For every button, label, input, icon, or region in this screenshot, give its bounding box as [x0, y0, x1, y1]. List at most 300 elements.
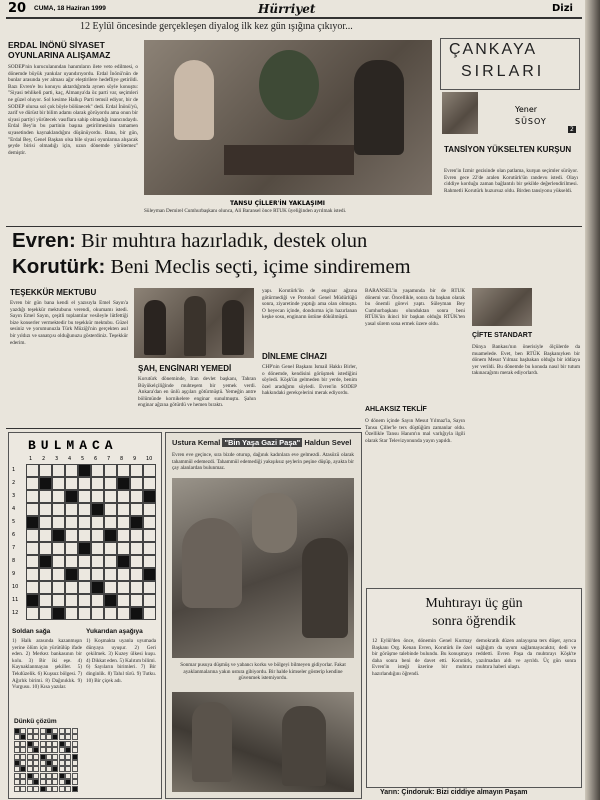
- crossword-cell[interactable]: [65, 477, 78, 490]
- comic-soldier-2: [282, 706, 326, 786]
- previous-solution-cell: [27, 741, 33, 747]
- previous-solution-cell: [52, 741, 58, 747]
- previous-solution-cell: [65, 747, 71, 753]
- column-brand-box: [440, 38, 580, 90]
- previous-solution-cell: [72, 747, 78, 753]
- page-edge: [585, 0, 600, 800]
- crossword-grid[interactable]: [26, 464, 156, 620]
- crossword-row-number: 9: [12, 571, 16, 577]
- sidebar-headline: ERDAL İNÖNÜ SİYASET OYUNLARINA ALIŞAMAZ: [8, 40, 111, 60]
- clues-down-text: 1) Koşmakta uyanla uyumada dünyaya uyuşur. 2) Geri çekilmek. 3) Kuzey ülkesi kuşu. 4) Dikkat eden. 5) Kalıtım bilimi. 6) Sayıların birimleri. 7) Bir dinginlik. 8) Tahıl türü. 9) Tutku. 10) Bir çiçek adı.: [86, 638, 156, 684]
- previous-solution-cell: [40, 747, 46, 753]
- dinleme-text: CHP'nin Genel Başkanı İsmail Hakkı Birler, o dönemde, kendisini görüşmek istediğini söyledi. Köşk'ün gelmeden bir yerde, benim özel aradığımı söyledi. Evren'in SODEP hakkındaki gerekçelerini merak ediyordu.: [262, 364, 357, 397]
- previous-solution-cell: [72, 741, 78, 747]
- previous-solution-cell: [65, 741, 71, 747]
- crossword-cell[interactable]: [65, 503, 78, 516]
- crossword-cell[interactable]: [78, 594, 91, 607]
- crossword-cell[interactable]: [39, 464, 52, 477]
- crossword-cell[interactable]: [130, 555, 143, 568]
- crossword-cell[interactable]: [78, 542, 91, 555]
- crossword-cell[interactable]: [52, 490, 65, 503]
- crossword-cell[interactable]: [52, 516, 65, 529]
- previous-solution-cell: [72, 760, 78, 766]
- previous-solution-cell: [33, 779, 39, 785]
- previous-solution-cell: [59, 766, 65, 772]
- shah-headline: ŞAH, ENGİNARI YEMEDİ: [138, 364, 232, 373]
- crossword-cell[interactable]: [65, 568, 78, 581]
- previous-solution-cell: [65, 754, 71, 760]
- previous-solution-cell: [14, 773, 20, 779]
- small-photo: [472, 288, 532, 326]
- crossword-cell[interactable]: [130, 490, 143, 503]
- previous-solution-cell: [14, 747, 20, 753]
- previous-solution-cell: [72, 766, 78, 772]
- crossword-cell[interactable]: [130, 542, 143, 555]
- crossword-cell[interactable]: [26, 542, 39, 555]
- crossword-cell[interactable]: [104, 568, 117, 581]
- previous-solution-cell: [40, 754, 46, 760]
- previous-solution-cell: [14, 741, 20, 747]
- previous-solution-cell: [33, 773, 39, 779]
- previous-solution-cell: [20, 779, 26, 785]
- crossword-cell[interactable]: [39, 529, 52, 542]
- crossword-cell[interactable]: [52, 542, 65, 555]
- previous-solution-cell: [14, 760, 20, 766]
- crossword-cell[interactable]: [143, 607, 156, 620]
- crossword-cell[interactable]: [143, 594, 156, 607]
- crossword-col-number: 6: [94, 456, 98, 462]
- previous-solution-cell: [52, 728, 58, 734]
- crossword-row-number: 6: [12, 532, 16, 538]
- comic-caption: Sonmar pusuya düşmüş ve yabancı korku ve bölgeyi bilmeyen gidiyorlar. Fakat ayaklanmalarına yakın ustura gibiyordu. Bir halde kimseler gösterip kendine güvenmek istemiyordu.: [180, 662, 346, 682]
- thanks-headline: TEŞEKKÜR MEKTUBU: [10, 288, 97, 297]
- crossword-cell[interactable]: [65, 594, 78, 607]
- previous-solution-cell: [14, 754, 20, 760]
- thanks-text: Evren bir gün bana kendi el yazısıyla Emel Sayın'a yazdığı teşekkür mektubunu verendi, okumamı istedi. Sayın Emel Sayın, çeşitli toplantılar vesileyle lütfettiği bize konserler vermektedir bu teşekkür mektubu. Güzel sesiniz ve yorumunuzla Türk Müziği'nin gerçekten asıl bir yıldızı ve sanatçısı olduğunuzu gösterdiniz. Teşekkür ederim.: [10, 300, 128, 346]
- previous-solution-cell: [20, 760, 26, 766]
- author-first-name: Yener: [515, 105, 538, 114]
- crossword-cell[interactable]: [117, 477, 130, 490]
- previous-solution-cell: [52, 747, 58, 753]
- headline-koruturk-speaker: Korutürk:: [12, 255, 106, 278]
- crossword-cell[interactable]: [78, 581, 91, 594]
- crossword-cell[interactable]: [52, 607, 65, 620]
- comic-panel-bottom: [172, 692, 354, 792]
- feature-intro: Evren eve geçince, sıra bizde oturup, dağınık kadınlara eve gelmezdi. Atasözü olarak tahammül edemezdi. Tahammül edemediği yakışıksız şeylerin peşine düşüp, ayakta bir çay alanlardan bulunmaz.: [172, 452, 354, 472]
- headline-koruturk-quote: Beni Meclis seçti, içime sindiremem: [110, 256, 411, 278]
- crossword-cell[interactable]: [39, 607, 52, 620]
- previous-solution-cell: [27, 747, 33, 753]
- crossword-cell[interactable]: [26, 568, 39, 581]
- crossword-cell[interactable]: [26, 555, 39, 568]
- crossword-cell[interactable]: [104, 490, 117, 503]
- previous-solution-cell: [59, 734, 65, 740]
- previous-solution-cell: [27, 779, 33, 785]
- previous-solution-cell: [52, 786, 58, 792]
- previous-solution-cell: [46, 741, 52, 747]
- author-last-name: SÜSOY: [515, 117, 547, 126]
- comic-panel-top: [172, 478, 354, 658]
- crossword-cell[interactable]: [104, 529, 117, 542]
- crossword-cell[interactable]: [65, 555, 78, 568]
- crossword-cell[interactable]: [117, 581, 130, 594]
- comic-face-right: [302, 538, 348, 638]
- previous-solution-cell: [59, 741, 65, 747]
- crossword-row-number: 8: [12, 558, 16, 564]
- crossword-cell[interactable]: [65, 529, 78, 542]
- previous-solution-cell: [59, 773, 65, 779]
- newspaper-logo: Hürriyet: [258, 2, 316, 16]
- previous-solution-cell: [46, 766, 52, 772]
- previous-solution-cell: [20, 754, 26, 760]
- crossword-cell[interactable]: [143, 529, 156, 542]
- crossword-cell[interactable]: [78, 568, 91, 581]
- crossword-cell[interactable]: [39, 555, 52, 568]
- crossword-cell[interactable]: [143, 490, 156, 503]
- crossword-column-numbers: [26, 456, 156, 464]
- previous-solution-cell: [72, 734, 78, 740]
- photo-title: TANSU ÇİLLER'İN YAKLAŞIMI: [230, 200, 326, 207]
- previous-solution-cell: [40, 786, 46, 792]
- column-brand-line2: SIRLARI: [461, 63, 545, 80]
- crossword-cell[interactable]: [143, 542, 156, 555]
- previous-solution-cell: [46, 786, 52, 792]
- crossword-cell[interactable]: [78, 607, 91, 620]
- crossword-cell[interactable]: [91, 477, 104, 490]
- middle-photo-figure-2: [184, 296, 206, 356]
- crossword-cell[interactable]: [78, 516, 91, 529]
- previous-solution-cell: [65, 766, 71, 772]
- previous-solution-cell: [46, 728, 52, 734]
- crossword-cell[interactable]: [78, 464, 91, 477]
- previous-solution-cell: [59, 779, 65, 785]
- previous-solution-cell: [40, 728, 46, 734]
- crossword-col-number: 2: [42, 456, 46, 462]
- ahlaksiz-text: O dönem içinde Sayın Mesut Yılmaz'la, Sayın Tansu Çiller'le ters düştüğüm zamanlar oldu. Özellikle Tansu Hanım'ın mal varlığıyla ilgili olarak Star Televizyonunda yayın yapıldı.: [365, 418, 465, 444]
- crossword-cell[interactable]: [130, 464, 143, 477]
- crossword-cell[interactable]: [104, 555, 117, 568]
- middle-bottom-rule: [6, 428, 361, 429]
- crossword-cell[interactable]: [26, 594, 39, 607]
- crossword-cell[interactable]: [91, 581, 104, 594]
- previous-solution-cell: [27, 760, 33, 766]
- right-headline: TANSİYON YÜKSELTEN KURŞUN: [444, 145, 572, 154]
- sidebar-text: SODEP'nin kuruculanından hanımların ilete veto edilmesi, o dönemde büyük yankılar uyandırıyordu. Erdal İnönü'nün de bunlar arasında yer alması ağır eleştirilere hedefliye getirildi. Bazı Evren'e bu konuyu aktardığımda aynen söyle konuştu: "Siyasi tehlikeli parti, kaç, Almanya'da öz parti var, seçimleri ne güzel oluyor. Sol kesime Halkçı Parti temsil ediyor, bir de SODEP olursa sol çok böyle bölünecek" dedi. Erdal İnönü'yü, zarif ve dürüst bir bilim adamı olarak görüyordu ama onun bir siyasi partiyi yürütecek vasıflara sahip olmadığı inancındaydı. Erdal Bey'in bu partinin başına getirilmesinin tamamen sıyasetinden kaynaklandığını düşünüyordu. Bana, bir gün, "Erdal Bey, Genel Başkan olsa bile siyasi oyunlarına alışacak şeyde birisi olmadığı için, uzun dönemde yürütemez" demiştir.: [8, 64, 138, 156]
- crossword-cell[interactable]: [104, 607, 117, 620]
- crossword-cell[interactable]: [104, 516, 117, 529]
- previous-solution-cell: [59, 786, 65, 792]
- author-photo: [442, 92, 478, 134]
- crossword-cell[interactable]: [26, 490, 39, 503]
- previous-solution-headline: Dünkü çözüm: [14, 718, 57, 725]
- previous-solution-cell: [65, 786, 71, 792]
- crossword-cell[interactable]: [39, 542, 52, 555]
- previous-solution-cell: [46, 779, 52, 785]
- crossword-col-number: 4: [68, 456, 72, 462]
- crossword-cell[interactable]: [104, 542, 117, 555]
- crossword-cell[interactable]: [143, 581, 156, 594]
- previous-solution-cell: [14, 786, 20, 792]
- crossword-cell[interactable]: [130, 477, 143, 490]
- previous-solution-cell: [20, 773, 26, 779]
- previous-solution-cell: [20, 741, 26, 747]
- previous-solution-cell: [46, 747, 52, 753]
- previous-solution-cell: [27, 754, 33, 760]
- muhtira-text-col2: demokratik düzen anlayışına ters düşer, ayrıca sağlığım da uyum sağlamayacaktır, dedi ve reddetti. Evren Paşa da muhtırayı Köşk'te yazılmadan aldı ve ayrıldı. Üç gün sonra muhtıra haberi ulaştı.: [476, 638, 576, 671]
- crossword-row-number: 7: [12, 545, 16, 551]
- previous-solution-cell: [40, 779, 46, 785]
- crossword-row-number: 11: [12, 597, 19, 603]
- crossword-cell[interactable]: [78, 490, 91, 503]
- previous-solution-cell: [27, 766, 33, 772]
- crossword-row-number: 1: [12, 467, 16, 473]
- previous-solution-cell: [14, 734, 20, 740]
- crossword-cell[interactable]: [91, 529, 104, 542]
- crossword-cell[interactable]: [91, 568, 104, 581]
- crossword-cell[interactable]: [39, 490, 52, 503]
- previous-solution-cell: [27, 773, 33, 779]
- previous-solution-cell: [46, 734, 52, 740]
- crossword-cell[interactable]: [78, 477, 91, 490]
- crossword-cell[interactable]: [52, 594, 65, 607]
- previous-solution-cell: [59, 747, 65, 753]
- previous-solution-cell: [27, 728, 33, 734]
- crossword-cell[interactable]: [26, 607, 39, 620]
- crossword-cell[interactable]: [143, 516, 156, 529]
- crossword-cell[interactable]: [52, 555, 65, 568]
- crossword-cell[interactable]: [26, 464, 39, 477]
- crossword-row-number: 10: [12, 584, 19, 590]
- previous-solution-cell: [72, 754, 78, 760]
- cift-headline: ÇİFTE STANDART: [472, 332, 533, 339]
- crossword-cell[interactable]: [39, 594, 52, 607]
- crossword-row-number: 4: [12, 506, 16, 512]
- clues-down-headline: Yukarıdan aşağıya: [86, 628, 143, 635]
- previous-solution-cell: [65, 760, 71, 766]
- previous-solution-cell: [40, 734, 46, 740]
- previous-solution-cell: [46, 773, 52, 779]
- previous-solution-cell: [52, 766, 58, 772]
- crossword-cell[interactable]: [65, 542, 78, 555]
- crossword-row-number: 5: [12, 519, 16, 525]
- previous-solution-cell: [46, 760, 52, 766]
- crossword-cell[interactable]: [117, 568, 130, 581]
- crossword-col-number: 3: [55, 456, 59, 462]
- page-date: CUMA, 18 Haziran 1999: [34, 5, 106, 12]
- previous-solution-cell: [33, 786, 39, 792]
- crossword-cell[interactable]: [39, 568, 52, 581]
- previous-solution-cell: [65, 728, 71, 734]
- comic-face-center: [252, 493, 297, 553]
- crossword-cell[interactable]: [52, 464, 65, 477]
- right-text: Evren'in İzmir gezisinde olan patlama, kurşun seçimler sürüyor. Evren gece 22'de aralen Korutürk'ün randevu istedi. Olayı ciddiye korduğu zaman bağlantılı bir şekilde değerlendirilmesi. Rahmetli Korutürk huzursuz oldu. Birden tansiyonu yükseldi.: [444, 168, 578, 194]
- middle-photo-figure-1: [144, 300, 166, 355]
- muhtira-text-col1: 12 Eylül'den önce, dönemin Genel Kurmay Başkanı Org. Kenan Evren, Korutürk ile özel bir görüşme talebinde bulundu. Bu konuşmaya daha sonra beni de davet etti. Korutürk, Evren'in isteği üzerine bir muhtıra hazırlandığını öğrendi.: [372, 638, 472, 677]
- crossword-cell[interactable]: [143, 555, 156, 568]
- crossword-cell[interactable]: [52, 581, 65, 594]
- dinleme-headline: DİNLEME CİHAZI: [262, 352, 327, 361]
- previous-solution-cell: [40, 773, 46, 779]
- previous-solution-cell: [72, 773, 78, 779]
- crossword-cell[interactable]: [130, 503, 143, 516]
- headline-top-rule: [6, 226, 582, 227]
- crossword-cell[interactable]: [39, 516, 52, 529]
- previous-solution-cell: [14, 728, 20, 734]
- previous-solution-cell: [46, 754, 52, 760]
- previous-solution-cell: [59, 760, 65, 766]
- previous-solution-cell: [65, 779, 71, 785]
- crossword-cell[interactable]: [91, 464, 104, 477]
- crossword-cell[interactable]: [52, 503, 65, 516]
- crossword-cell[interactable]: [78, 529, 91, 542]
- crossword-cell[interactable]: [26, 503, 39, 516]
- crossword-cell[interactable]: [39, 477, 52, 490]
- previous-solution-cell: [20, 747, 26, 753]
- crossword-cell[interactable]: [65, 464, 78, 477]
- previous-solution-cell: [14, 779, 20, 785]
- crossword-cell[interactable]: [65, 581, 78, 594]
- photo-plant: [259, 50, 319, 120]
- previous-solution-cell: [65, 773, 71, 779]
- crossword-cell[interactable]: [117, 594, 130, 607]
- crossword-cell[interactable]: [104, 503, 117, 516]
- crossword-col-number: 9: [133, 456, 137, 462]
- crossword-cell[interactable]: [91, 555, 104, 568]
- previous-solution-cell: [33, 760, 39, 766]
- previous-solution-cell: [52, 779, 58, 785]
- photo-figure-left: [174, 60, 214, 140]
- previous-solution-cell: [33, 747, 39, 753]
- feature-title: [172, 438, 354, 447]
- crossword-cell[interactable]: [26, 516, 39, 529]
- crossword-cell[interactable]: [26, 581, 39, 594]
- crossword-cell[interactable]: [65, 516, 78, 529]
- crossword-cell[interactable]: [39, 581, 52, 594]
- crossword-row-number: 12: [12, 610, 19, 616]
- previous-solution-cell: [72, 779, 78, 785]
- crossword-cell[interactable]: [52, 477, 65, 490]
- crossword-cell[interactable]: [104, 594, 117, 607]
- cift-text: Dünya Bankası'nın önerisiyle ölçülerde da muamelede. Evet, ben RTÜK Başkanıyken bir dönem Mesut Yılmaz başbakan olduğu bir iddiaya yer verildi. Bu dönemde bu konuda nasıl bir tutum takınacağımı merak ediyorlardı.: [472, 344, 580, 377]
- main-photo: [144, 40, 432, 195]
- crossword-cell[interactable]: [130, 516, 143, 529]
- crossword-col-number: 1: [29, 456, 33, 462]
- previous-solution-cell: [40, 760, 46, 766]
- crossword-cell[interactable]: [52, 529, 65, 542]
- crossword-cell[interactable]: [78, 503, 91, 516]
- crossword-cell[interactable]: [91, 490, 104, 503]
- previous-solution-cell: [33, 754, 39, 760]
- crossword-cell[interactable]: [117, 555, 130, 568]
- crossword-cell[interactable]: [91, 542, 104, 555]
- baransel-text: BARANSEL'in yaşamında bir de RTÜK dönemi var. Öncellikle, sonra da başkan olarak bu önemli görevi yaptı. Süleyman Bey Cumhurbaşkanı olunduktan sonra beni RTÜK'ün ikinci bir başkan olduğu RTÜK'ten yasal sürem sona ermek üzere oldu.: [365, 288, 465, 327]
- crossword-cell[interactable]: [104, 581, 117, 594]
- middle-photo: [134, 288, 254, 358]
- crossword-cell[interactable]: [65, 607, 78, 620]
- part-badge: 2: [570, 126, 574, 133]
- crossword-cell[interactable]: [78, 555, 91, 568]
- previous-solution-cell: [14, 766, 20, 772]
- ahlaksiz-headline: AHLAKSIZ TEKLİF: [365, 406, 427, 413]
- feature-title-name: Ustura Kemal: [172, 438, 221, 447]
- shah-text: Korutürk döneminde, İran devlet başkanı, Tahran Büyükelçiliğinde muhteşem bir yemek verdi. Ankara'dan en ünlü aşçıları götürmüştü. Yemeğin antre bölümünde kornikelere enginar sunulmuştu. Şahın enginar ağzına götürdü ve hemen bıraktı.: [138, 376, 256, 409]
- crossword-cell[interactable]: [143, 568, 156, 581]
- crossword-cell[interactable]: [143, 477, 156, 490]
- previous-solution-cell: [65, 734, 71, 740]
- previous-solution-cell: [20, 728, 26, 734]
- crossword-cell[interactable]: [91, 503, 104, 516]
- previous-solution-cell: [52, 734, 58, 740]
- previous-solution-cell: [20, 766, 26, 772]
- previous-solution-cell: [33, 766, 39, 772]
- previous-solution-cell: [72, 728, 78, 734]
- crossword-cell[interactable]: [117, 464, 130, 477]
- crossword-row-number: 3: [12, 493, 16, 499]
- previous-solution-cell: [20, 786, 26, 792]
- crossword-cell[interactable]: [39, 503, 52, 516]
- crossword-cell[interactable]: [130, 568, 143, 581]
- crossword-cell[interactable]: [117, 516, 130, 529]
- crossword-cell[interactable]: [143, 503, 156, 516]
- crossword-col-number: 7: [107, 456, 111, 462]
- crossword-cell[interactable]: [130, 594, 143, 607]
- headline-koruturk: [12, 255, 582, 279]
- previous-solution-cell: [59, 754, 65, 760]
- crossword-cell[interactable]: [52, 568, 65, 581]
- crossword-row-numbers: [12, 464, 24, 624]
- previous-solution-cell: [33, 728, 39, 734]
- previous-solution-cell: [33, 741, 39, 747]
- crossword-cell[interactable]: [117, 542, 130, 555]
- column-brand-line1: ÇANKAYA: [449, 41, 538, 58]
- crossword-cell[interactable]: [130, 607, 143, 620]
- page-number: 20: [8, 1, 27, 16]
- crossword-cell[interactable]: [130, 581, 143, 594]
- previous-solution-cell: [52, 773, 58, 779]
- feature-title-author: Haldun Sevel: [304, 438, 352, 447]
- crossword-cell[interactable]: [26, 477, 39, 490]
- previous-solution-cell: [52, 760, 58, 766]
- crossword-cell[interactable]: [130, 529, 143, 542]
- crossword-cell[interactable]: [117, 503, 130, 516]
- previous-solution-cell: [33, 734, 39, 740]
- muhtira-title-line1: Muhtırayı üç gün: [425, 596, 523, 611]
- previous-solution-cell: [20, 734, 26, 740]
- previous-solution-cell: [59, 728, 65, 734]
- crossword-cell[interactable]: [65, 490, 78, 503]
- crossword-col-number: 8: [120, 456, 124, 462]
- headline-evren: [12, 229, 582, 253]
- crossword-cell[interactable]: [104, 477, 117, 490]
- crossword-col-number: 10: [146, 456, 153, 462]
- crossword-col-number: 5: [81, 456, 85, 462]
- crossword-cell[interactable]: [91, 516, 104, 529]
- crossword-title: BULMACA: [28, 438, 118, 453]
- crossword-cell[interactable]: [91, 594, 104, 607]
- crossword-cell[interactable]: [143, 464, 156, 477]
- crossword-cell[interactable]: [26, 529, 39, 542]
- crossword-cell[interactable]: [91, 607, 104, 620]
- photo-caption: Süleyman Demirel Cumhurbaşkanı olunca, Ali Baransel önce RTÜK üyeliğinden ayrılmak istedi.: [144, 208, 347, 214]
- footer-teaser: Yarın: Çindoruk: Bizi ciddiye almayın Paşam: [380, 789, 528, 796]
- crossword-cell[interactable]: [104, 464, 117, 477]
- crossword-cell[interactable]: [117, 490, 130, 503]
- crossword-cell[interactable]: [117, 529, 130, 542]
- feature-title-quote: "Bin Yaşa Gazi Paşa": [224, 438, 301, 447]
- crossword-cell[interactable]: [117, 607, 130, 620]
- previous-solution-cell: [27, 734, 33, 740]
- kicker: 12 Eylül öncesinde gerçekleşen diyalog ilk kez gün ışığına çıkıyor...: [80, 21, 353, 32]
